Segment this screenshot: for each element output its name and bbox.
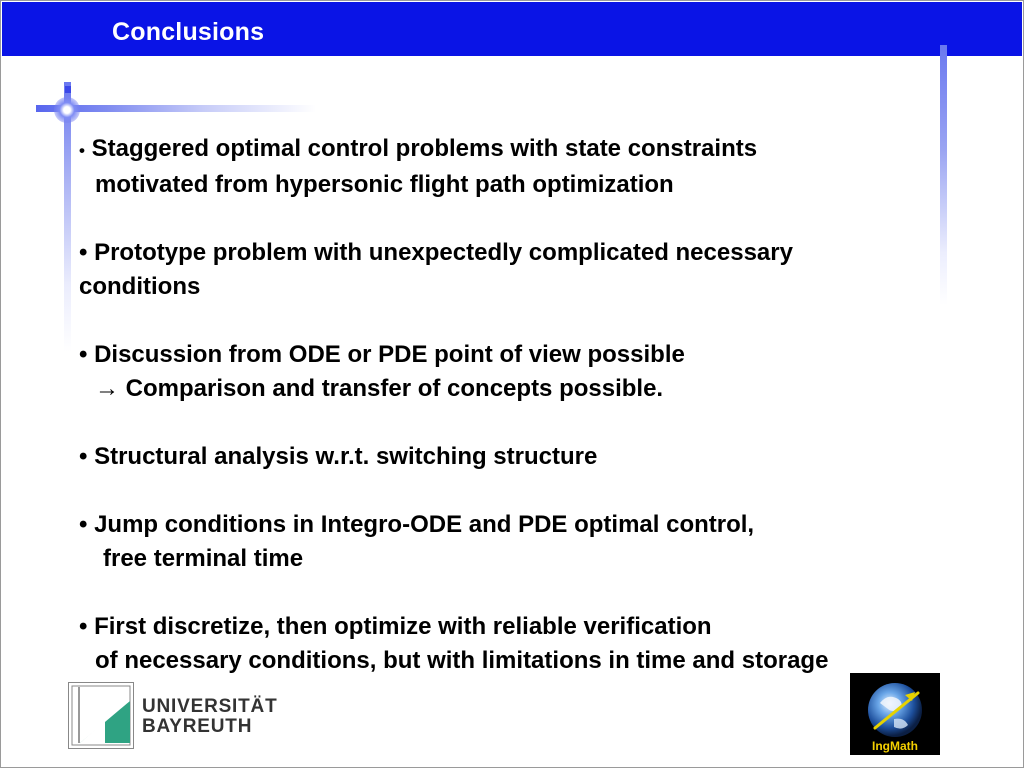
bullet-text: First discretize, then optimize with reliable verification bbox=[94, 613, 712, 640]
bullet-text: Jump conditions in Integro-ODE and PDE optimal control, bbox=[94, 511, 755, 538]
title-bar bbox=[2, 2, 1022, 56]
bullet-item bbox=[79, 236, 979, 304]
bullet-symbol: • bbox=[79, 239, 88, 266]
university-logo-icon bbox=[68, 682, 134, 749]
bullet-item bbox=[79, 132, 979, 202]
bullet-symbol: • bbox=[79, 511, 88, 538]
university-name-line: UNIVERSITÄT bbox=[142, 696, 278, 717]
bullet-text: motivated from hypersonic flight path optimization bbox=[95, 171, 674, 198]
bullet-item bbox=[79, 508, 979, 576]
university-name bbox=[142, 697, 277, 737]
slide-title: Conclusions bbox=[112, 18, 265, 46]
bullet-text: → Comparison and transfer of concepts possible. bbox=[95, 375, 664, 402]
bullet-text: conditions bbox=[79, 273, 201, 300]
bullet-symbol: • bbox=[79, 443, 88, 470]
bullet-text: of necessary conditions, but with limitations in time and storage bbox=[95, 647, 829, 674]
bullet-text: Staggered optimal control problems with state constraints bbox=[91, 135, 758, 162]
bullet-text: Discussion from ODE or PDE point of view possible bbox=[94, 341, 685, 368]
bullet-item bbox=[79, 610, 979, 678]
ingmath-logo-icon bbox=[850, 673, 940, 755]
bullet-item bbox=[79, 440, 979, 474]
bullet-text: Structural analysis w.r.t. switching structure bbox=[94, 443, 598, 470]
ingmath-label: IngMath bbox=[872, 739, 918, 753]
bullet-text: Prototype problem with unexpectedly complicated necessary bbox=[94, 239, 793, 266]
decorative-dot bbox=[65, 86, 71, 93]
university-name-line: BAYREUTH bbox=[142, 716, 253, 737]
bullet-text: free terminal time bbox=[103, 545, 304, 572]
bullet-item bbox=[79, 338, 979, 406]
bullet-symbol: • bbox=[79, 141, 85, 160]
bullet-symbol: • bbox=[79, 613, 88, 640]
bullet-symbol: • bbox=[79, 341, 88, 368]
bullet-list bbox=[79, 132, 979, 678]
decorative-glow-dot bbox=[54, 97, 80, 123]
